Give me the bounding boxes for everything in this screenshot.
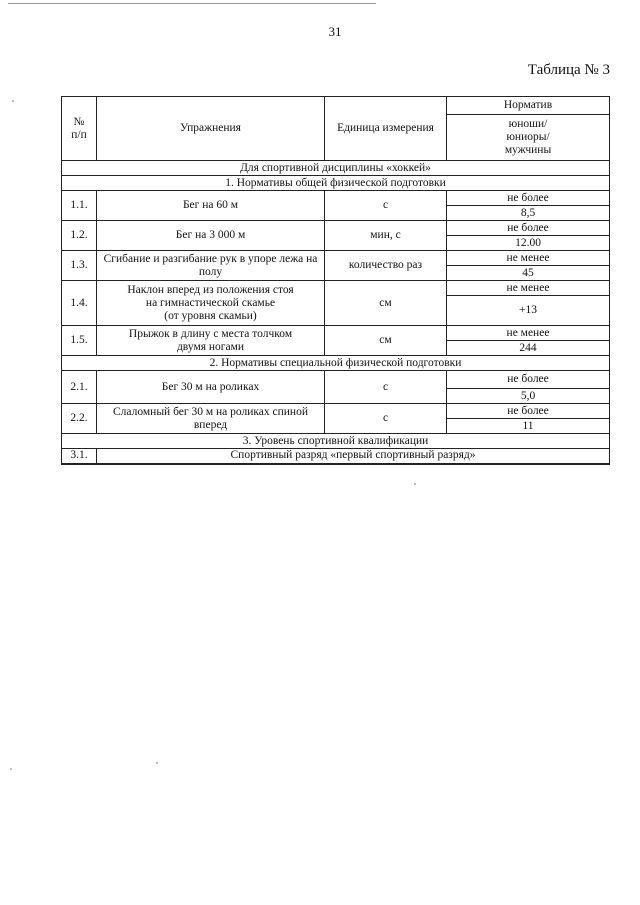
scan-speck — [156, 762, 158, 764]
norm-value: +13 — [447, 296, 610, 326]
scan-speck — [414, 483, 416, 485]
row-number: 3.1. — [62, 449, 97, 464]
row-number: 1.3. — [62, 251, 97, 281]
exercise-cell: Бег на 3 000 м — [97, 221, 325, 251]
discipline-row: Для спортивной дисциплины «хоккей» — [62, 161, 610, 176]
unit-cell: с — [325, 191, 447, 221]
row-number: 1.2. — [62, 221, 97, 251]
page-number: 31 — [328, 24, 342, 39]
norm-value: 244 — [447, 341, 610, 356]
norm-condition: не менее — [447, 326, 610, 341]
row-number: 1.4. — [62, 281, 97, 326]
qualification-cell: Спортивный разряд «первый спортивный разряд» — [97, 449, 610, 464]
norm-condition: не более — [447, 371, 610, 389]
exercise-cell: Наклон вперед из положения стоя на гимнастической скамье (от уровня скамьи) — [97, 281, 325, 326]
table-row — [62, 281, 610, 296]
header-unit: Единица измерения — [325, 97, 447, 161]
section-title-3: 3. Уровень спортивной квалификации — [62, 434, 610, 449]
exercise-cell: Прыжок в длину с места толчком двумя ногами — [97, 326, 325, 356]
norm-value: 11 — [447, 419, 610, 434]
unit-cell: см — [325, 326, 447, 356]
header-norm: Норматив — [447, 97, 610, 115]
section-title-1: 1. Нормативы общей физической подготовки — [62, 176, 610, 191]
norm-value: 45 — [447, 266, 610, 281]
norms-table — [61, 96, 610, 465]
table-title: Таблица № 3 — [527, 62, 610, 78]
unit-cell: с — [325, 371, 447, 404]
norm-condition: не более — [447, 221, 610, 236]
unit-cell: количество раз — [325, 251, 447, 281]
table-row — [62, 371, 610, 389]
norm-condition: не более — [447, 191, 610, 206]
scan-speck — [12, 100, 14, 102]
unit-cell: с — [325, 404, 447, 434]
row-number: 2.1. — [62, 371, 97, 404]
exercise-cell: Бег 30 м на роликах — [97, 371, 325, 404]
norm-value: 5,0 — [447, 389, 610, 404]
table-row — [62, 326, 610, 341]
table-row — [62, 221, 610, 236]
scan-top-line — [8, 3, 376, 4]
norm-condition: не более — [447, 404, 610, 419]
header-group: юноши/ юниоры/ мужчины — [447, 115, 610, 161]
header-num: № п/п — [62, 97, 97, 161]
unit-cell: см — [325, 281, 447, 326]
norm-condition: не менее — [447, 281, 610, 296]
norm-value: 12.00 — [447, 236, 610, 251]
exercise-cell: Сгибание и разгибание рук в упоре лежа на полу — [97, 251, 325, 281]
unit-cell: мин, с — [325, 221, 447, 251]
norm-value: 8,5 — [447, 206, 610, 221]
section-title-2: 2. Нормативы специальной физической подготовки — [62, 356, 610, 371]
exercise-cell: Слаломный бег 30 м на роликах спиной вперед — [97, 404, 325, 434]
row-number: 2.2. — [62, 404, 97, 434]
header-exercise: Упражнения — [97, 97, 325, 161]
row-number: 1.1. — [62, 191, 97, 221]
table-row — [62, 404, 610, 419]
norm-condition: не менее — [447, 251, 610, 266]
table-row — [62, 191, 610, 206]
scan-speck — [10, 768, 12, 770]
exercise-cell: Бег на 60 м — [97, 191, 325, 221]
table-row — [62, 449, 610, 464]
row-number: 1.5. — [62, 326, 97, 356]
table-row — [62, 251, 610, 266]
